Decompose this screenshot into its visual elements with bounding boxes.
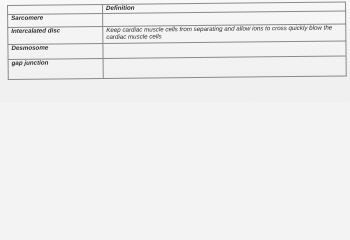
worksheet [0,0,350,102]
definition-header-cell: Definition [103,2,346,14]
definition-cell[interactable]: Keep cardiac muscle cells from separating and allow ions to cross quickly blow the cardiac muscle cells [103,24,346,44]
definition-cell[interactable] [103,56,346,79]
term-cell: gap junction [8,58,103,79]
table-row [8,56,346,80]
term-cell: Sarcomere [8,13,103,27]
term-cell: Intercalated disc [8,26,103,44]
definitions-table [7,1,347,80]
term-cell: Desmosome [8,43,103,59]
